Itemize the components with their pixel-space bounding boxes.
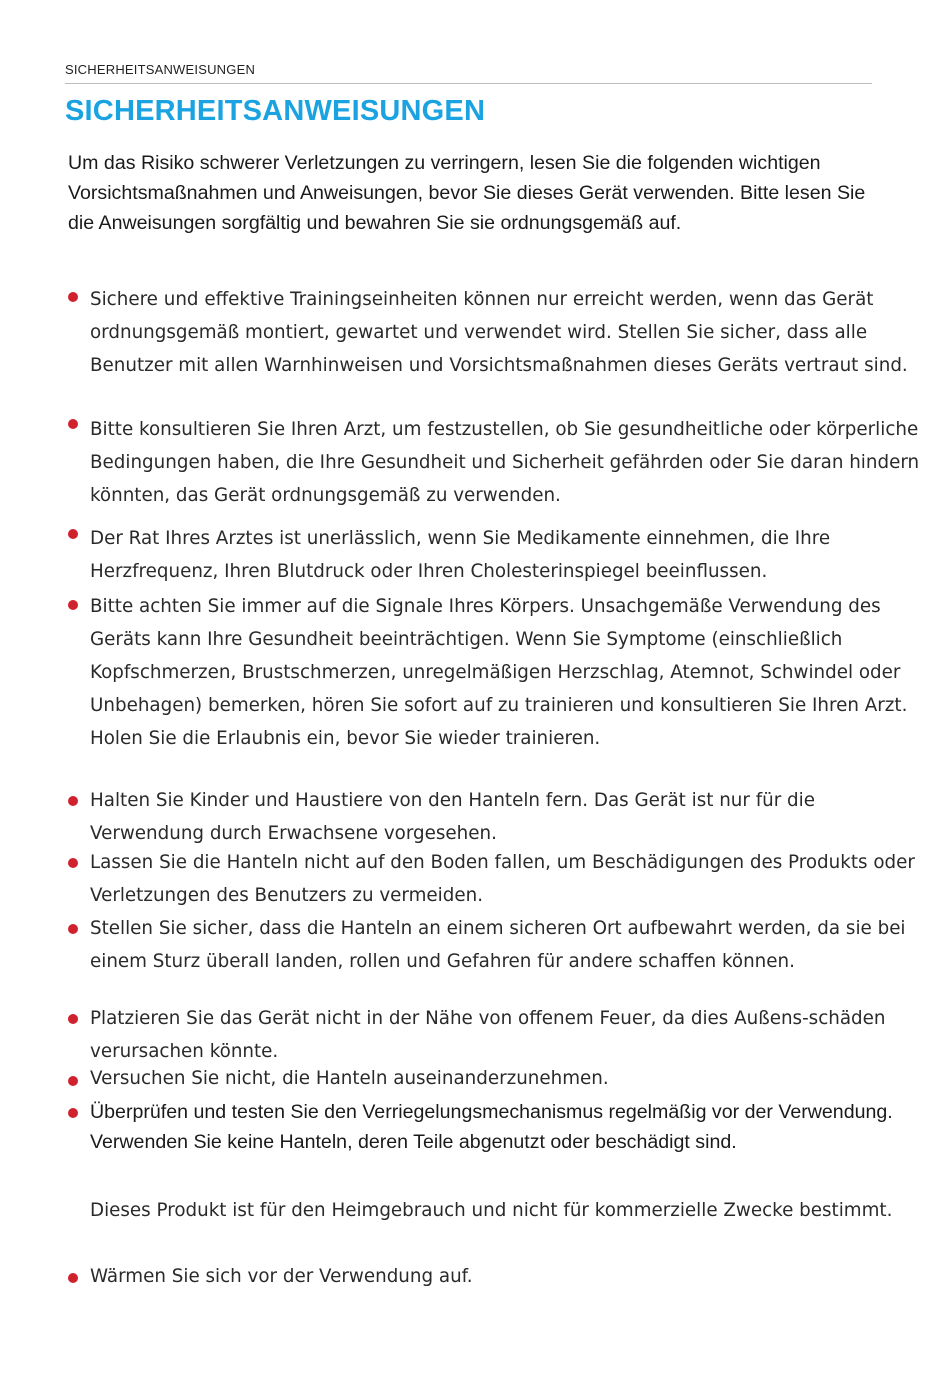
list-item: Platzieren Sie das Gerät nicht in der Nähe von offenem Feuer, da dies Außens-schäden verursachen könnte.	[90, 1008, 886, 1062]
list-item: Lassen Sie die Hanteln nicht auf den Boden fallen, um Beschädigungen des Produkts oder Verletzungen des Benutzers zu vermeiden.	[90, 852, 915, 906]
page-title: SICHERHEITSANWEISUNGEN	[65, 95, 486, 127]
list-item: Sichere und effektive Trainingseinheiten können nur erreicht werden, wenn das Gerät ordnungsgemäß montiert, gewartet und verwendet wird. Stellen Sie sicher, dass alle Benutzer mit allen Warnhinweisen und Vorsichtsmaßnahmen dieses Geräts vertraut sind.	[90, 289, 908, 376]
list-item: Wärmen Sie sich vor der Verwendung auf.	[90, 1266, 473, 1287]
bullet-icon	[68, 1076, 78, 1086]
bullet-icon	[68, 292, 78, 302]
product-note: Dieses Produkt ist für den Heimgebrauch und nicht für kommerzielle Zwecke bestimmt.	[90, 1200, 893, 1221]
bullet-icon	[68, 600, 78, 610]
intro-paragraph: Um das Risiko schwerer Verletzungen zu verringern, lesen Sie die folgenden wichtigen Vorsichtsmaßnahmen und Anweisungen, bevor Sie dieses Gerät verwenden. Bitte lesen Sie die Anweisungen sorgfältig und bewahren Sie sie ordnungsgemäß auf.	[68, 152, 866, 234]
list-item: Der Rat Ihres Arztes ist unerlässlich, wenn Sie Medikamente einnehmen, die Ihre Herzfrequenz, Ihren Blutdruck oder Ihren Cholesterinspiegel beeinflussen.	[90, 528, 831, 582]
list-item: Bitte achten Sie immer auf die Signale Ihres Körpers. Unsachgemäße Verwendung des Geräts kann Ihre Gesundheit beeinträchtigen. Wenn Sie Symptome (einschließlich Kopfschmerzen, Brustschmerzen, unregelmäßigen Herzschlag, Atemnot, Schwindel oder Unbehagen) bemerken, hören Sie sofort auf zu trainieren und konsultieren Sie Ihren Arzt. Holen Sie die Erlaubnis ein, bevor Sie wieder trainieren.	[90, 596, 908, 749]
bullet-icon	[68, 1014, 78, 1024]
bullet-icon	[68, 924, 78, 934]
running-header: SICHERHEITSANWEISUNGEN	[65, 62, 256, 77]
list-item: Halten Sie Kinder und Haustiere von den Hanteln fern. Das Gerät ist nur für die Verwendung durch Erwachsene vorgesehen.	[90, 790, 815, 844]
header-divider	[65, 83, 872, 84]
bullet-icon	[68, 1108, 78, 1118]
list-item: Stellen Sie sicher, dass die Hanteln an einem sicheren Ort aufbewahrt werden, da sie bei einem Sturz überall landen, rollen und Gefahren für andere schaffen können.	[90, 918, 906, 972]
bullet-icon	[68, 858, 78, 868]
bullet-icon	[68, 796, 78, 806]
bullet-icon	[68, 419, 78, 429]
list-item: Überprüfen und testen Sie den Verriegelungsmechanismus regelmäßig vor der Verwendung. Verwenden Sie keine Hanteln, deren Teile abgenutzt oder beschädigt sind.	[90, 1101, 893, 1153]
bullet-icon	[68, 529, 78, 539]
list-item: Versuchen Sie nicht, die Hanteln auseinanderzunehmen.	[90, 1068, 609, 1089]
bullet-icon	[68, 1273, 78, 1283]
list-item: Bitte konsultieren Sie Ihren Arzt, um festzustellen, ob Sie gesundheitliche oder körperliche Bedingungen haben, die Ihre Gesundheit und Sicherheit gefährden oder Sie daran hindern könnten, das Gerät ordnungsgemäß zu verwenden.	[90, 419, 920, 506]
